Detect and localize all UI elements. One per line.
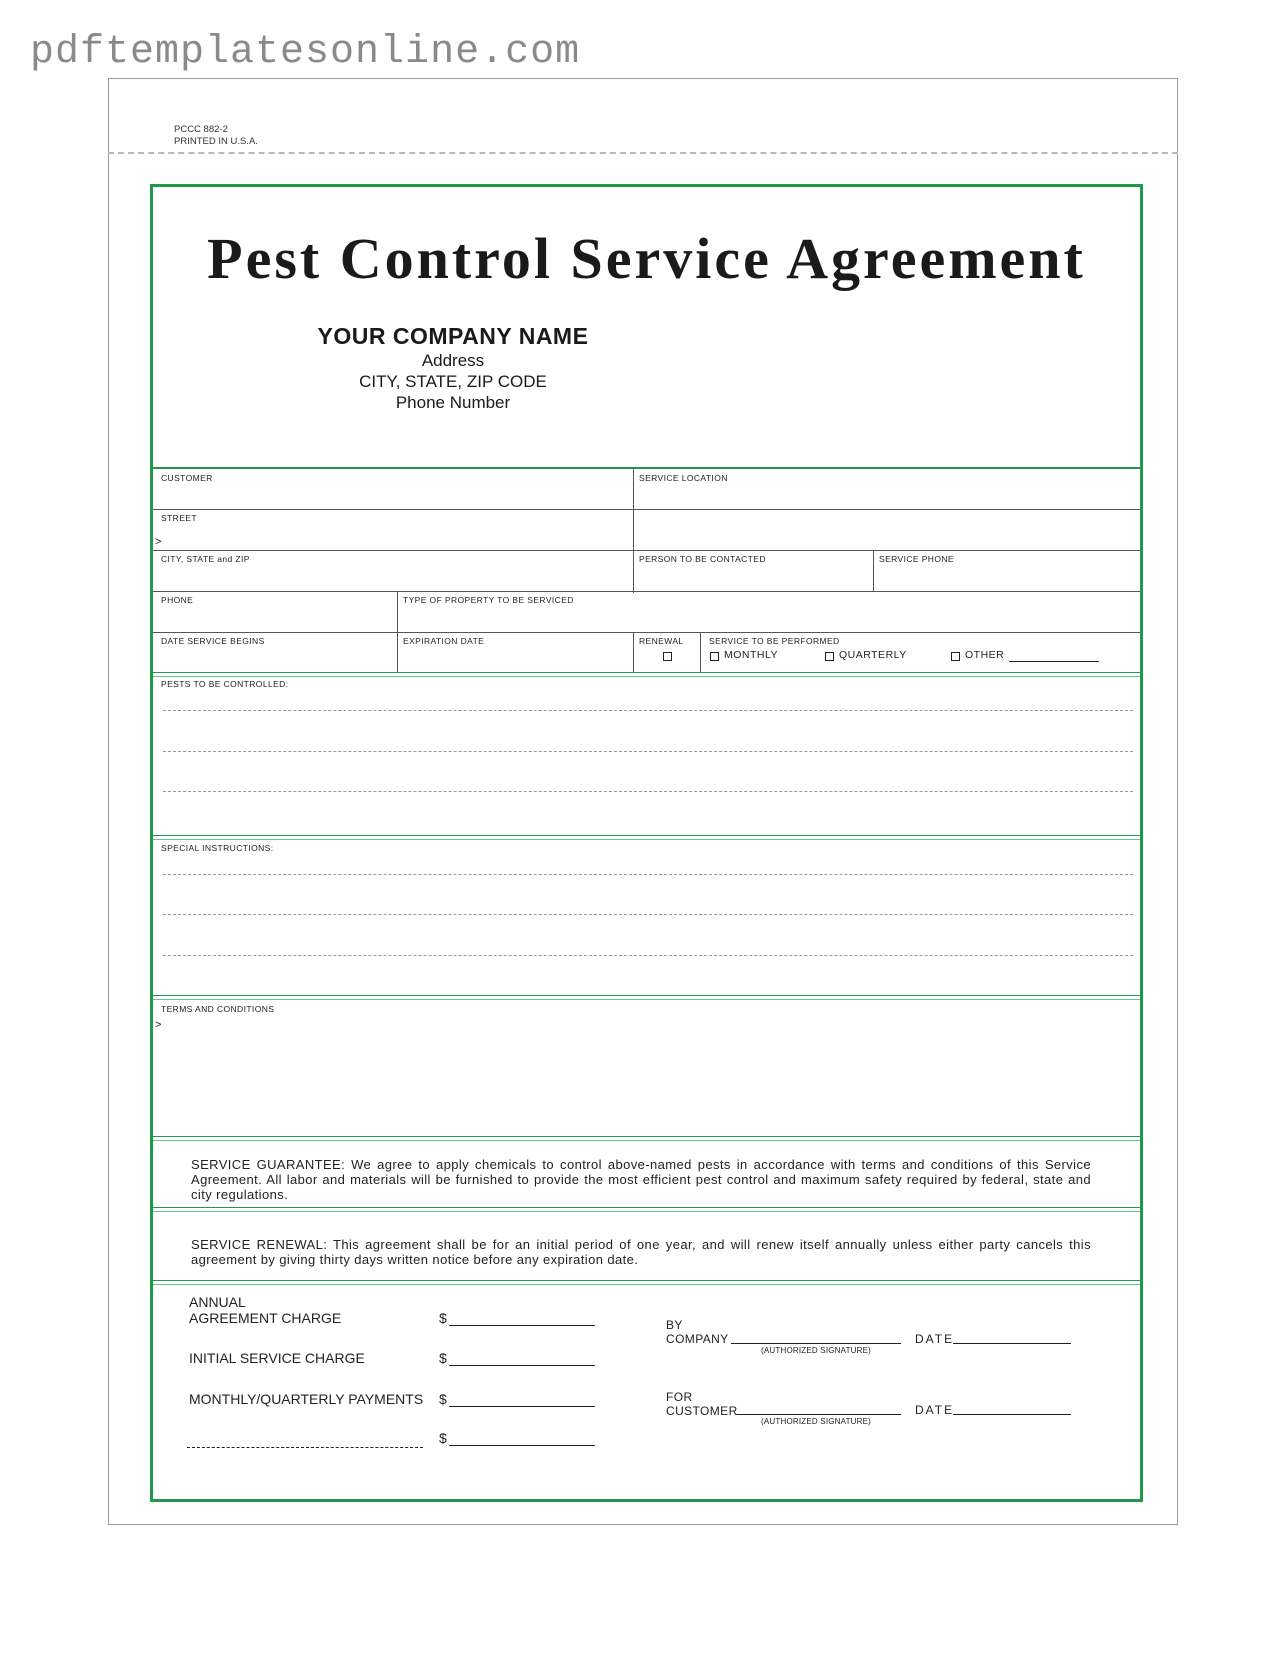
authorized-signature-caption: (AUTHORIZED SIGNATURE) [761,1346,872,1355]
initial-charge-label: INITIAL SERVICE CHARGE [189,1350,365,1366]
customer-date-field[interactable] [953,1414,1071,1415]
special-line[interactable] [163,874,1133,875]
custom-charge-field[interactable] [449,1445,595,1446]
customer-label: CUSTOMER [666,1404,738,1418]
company-address: Address [421,351,485,370]
arrow-marker: > [155,1019,162,1031]
other-field[interactable] [1009,661,1099,662]
pests-label: PESTS TO BE CONTROLLED: [161,679,289,689]
terms-label: TERMS AND CONDITIONS [161,1004,275,1014]
company-date-field[interactable] [953,1343,1071,1344]
city-state-zip-label: CITY, STATE and ZIP [161,554,250,564]
divider [153,672,1140,673]
service-guarantee-text: SERVICE GUARANTEE: We agree to apply chemicals to control above-named pests in accordance with terms and conditions of this Service Agreement. All labor and materials will be furnished to provide the most efficient pest control and maximum safety required by federal, state and city regulations. [191,1157,1091,1202]
city-field[interactable] [153,591,1140,592]
customer-signature-label [666,1390,738,1418]
pests-line[interactable] [163,791,1133,792]
customer-signature-field[interactable] [736,1414,901,1415]
person-contact-label: PERSON TO BE CONTACTED [639,554,766,564]
divider [633,469,634,593]
service-renewal-text: SERVICE RENEWAL: This agreement shall be for an initial period of one year, and will renew itself annually unless either party cancels this agreement by giving thirty days written notice before any expiration date. [191,1237,1091,1267]
monthly-checkbox[interactable] [710,652,719,661]
customer-label: CUSTOMER [161,473,213,483]
street-label: STREET [161,513,197,523]
annual-charge-label [189,1294,341,1326]
special-line[interactable] [163,914,1133,915]
other-checkbox[interactable] [951,652,960,661]
date-begins-label: DATE SERVICE BEGINS [161,636,265,646]
company-block [303,323,603,413]
customer-field[interactable] [153,509,1140,510]
monthly-payments-label: MONTHLY/QUARTERLY PAYMENTS [189,1391,424,1407]
other-option-label: OTHER [965,649,1005,661]
company-date-label: DATE [915,1332,955,1346]
renewal-label: RENEWAL [639,636,684,646]
watermark: pdftemplatesonline.com [30,30,581,75]
authorized-signature-caption: (AUTHORIZED SIGNATURE) [761,1417,872,1426]
currency-sign: $ [439,1391,447,1407]
divider [153,835,1140,836]
company-signature-label [666,1318,729,1346]
print-code-origin: PRINTED IN U.S.A. [174,136,258,147]
company-label: COMPANY [666,1332,729,1346]
currency-sign: $ [439,1350,447,1366]
for-label: FOR [666,1390,693,1404]
service-location-label: SERVICE LOCATION [639,473,728,483]
pests-line[interactable] [163,751,1133,752]
divider [700,632,701,673]
terms-field[interactable] [161,1019,1131,1129]
expiration-date-label: EXPIRATION DATE [403,636,485,646]
monthly-payments-field[interactable] [449,1406,595,1407]
annual-label-line2: AGREEMENT CHARGE [189,1310,342,1326]
special-line[interactable] [163,955,1133,956]
pests-line[interactable] [163,710,1133,711]
agreement-form [150,184,1143,1502]
currency-sign: $ [439,1310,447,1326]
by-label: BY [666,1318,683,1332]
company-phone: Phone Number [395,393,511,412]
perforation-line [108,152,1178,154]
quarterly-checkbox[interactable] [825,652,834,661]
divider [153,467,1140,469]
street-field[interactable] [153,550,1140,551]
custom-charge-label-field[interactable] [187,1447,423,1448]
annual-label-line1: ANNUAL [189,1294,246,1310]
monthly-option-label: MONTHLY [724,649,779,661]
arrow-marker: > [155,536,162,548]
service-phone-label: SERVICE PHONE [879,554,954,564]
print-code-number: PCCC 882-2 [174,124,228,135]
quarterly-option-label: QUARTERLY [839,649,907,661]
divider [633,632,634,673]
special-instructions-label: SPECIAL INSTRUCTIONS: [161,843,274,853]
print-code [174,124,258,148]
divider [153,995,1140,996]
divider [153,1136,1140,1137]
page-title: Pest Control Service Agreement [207,226,1086,291]
phone-field[interactable] [153,632,1140,633]
company-city-state-zip: CITY, STATE, ZIP CODE [359,372,547,391]
phone-label: PHONE [161,595,194,605]
renewal-checkbox[interactable] [663,652,672,661]
currency-sign: $ [439,1430,447,1446]
divider [153,1207,1140,1208]
company-signature-field[interactable] [731,1343,901,1344]
divider [873,550,874,591]
divider [153,1280,1140,1281]
service-performed-label: SERVICE TO BE PERFORMED [709,636,840,646]
property-type-label: TYPE OF PROPERTY TO BE SERVICED [403,595,574,605]
company-name: YOUR COMPANY NAME [317,323,589,349]
annual-charge-field[interactable] [449,1325,595,1326]
customer-date-label: DATE [915,1403,955,1417]
initial-charge-field[interactable] [449,1365,595,1366]
